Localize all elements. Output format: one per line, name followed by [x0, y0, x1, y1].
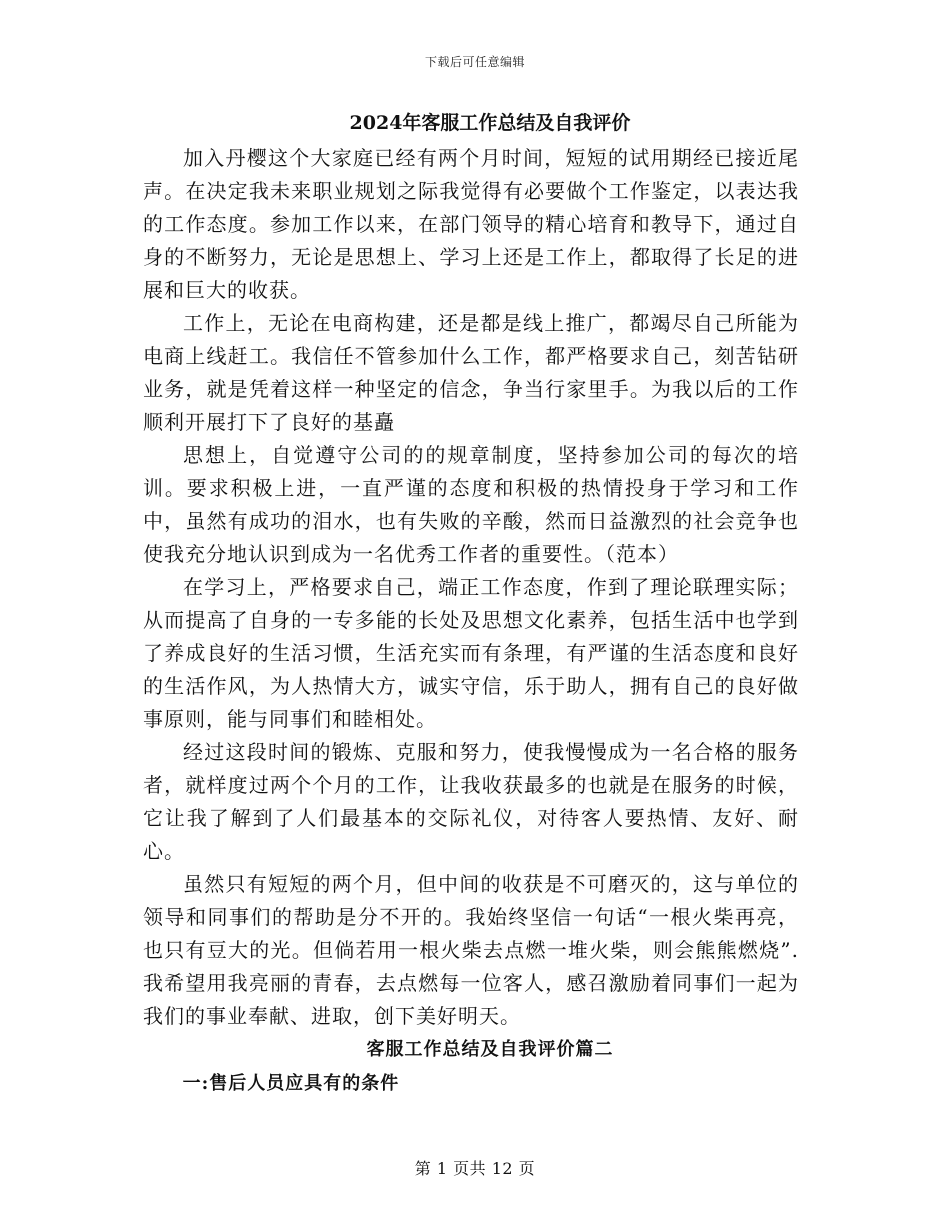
document-title: 2024年客服工作总结及自我评价 — [349, 112, 631, 134]
paragraph-study: 在学习上，严格要求自己，端正工作态度，作到了理论联理实际；从而提高了自身的一专多能的长处及思想文化素养，包括生活中也学到了养成良好的生活习惯，生活充实而有条理，有严谨的生活态度和良好的生活作风，为人热情大方，诚实守信，乐于助人，拥有自己的良好做事原则，能与同事们和睦相处。 — [143, 575, 799, 731]
paragraph-work: 工作上，无论在电商构建，还是都是线上推广，都竭尽自己所能为电商上线赶工。我信任不管参加什么工作，都严格要求自己，刻苦钻研业务，就是凭着这样一种坚定的信念，争当行家里手。为我以后的工作顺利开展打下了良好的基矗 — [143, 311, 799, 434]
page-number: 第 1 页共 12 页 — [414, 1159, 536, 1178]
section-title: 客服工作总结及自我评价篇二 — [366, 1039, 614, 1060]
paragraph-intro: 加入丹樱这个大家庭已经有两个月时间，短短的试用期经已接近尾声。在决定我未来职业规划之际我觉得有必要做个工作鉴定，以表达我的工作态度。参加工作以来，在部门领导的精心培育和教导下，通过自身的不断努力，无论是思想上、学习上还是工作上，都取得了长足的进展和巨大的收获。 — [143, 146, 799, 302]
header-note: 下载后可任意编辑 — [424, 55, 525, 69]
document-body — [143, 104, 799, 1101]
sub-title: 一:售后人员应具有的条件 — [182, 1073, 400, 1094]
paragraph-thought: 思想上，自觉遵守公司的的规章制度，坚持参加公司的每次的培训。要求积极上进，一直严谨的态度和积极的热情投身于学习和工作中，虽然有成功的泪水，也有失败的辛酸，然而日益激烈的社会竞争也使我充分地认识到成为一名优秀工作者的重要性。（范本） — [143, 443, 799, 566]
paragraph-training: 经过这段时间的锻炼、克服和努力，使我慢慢成为一名合格的服务者，就样度过两个个月的工作，让我收获最多的也就是在服务的时候，它让我了解到了人们最基本的交际礼仪，对待客人要热情、友好、耐心。 — [143, 740, 799, 863]
paragraph-conclusion: 虽然只有短短的两个月，但中间的收获是不可磨灭的，这与单位的领导和同事们的帮助是分不开的。我始终坚信一句话“一根火柴再亮，也只有豆大的光。但倘若用一根火柴去点燃一堆火柴，则会熊熊燃烧”.我希望用我亮丽的青春，去点燃每一位客人，感召激励着同事们一起为我们的事业奉献、进取，创下美好明天。 — [143, 872, 799, 1028]
